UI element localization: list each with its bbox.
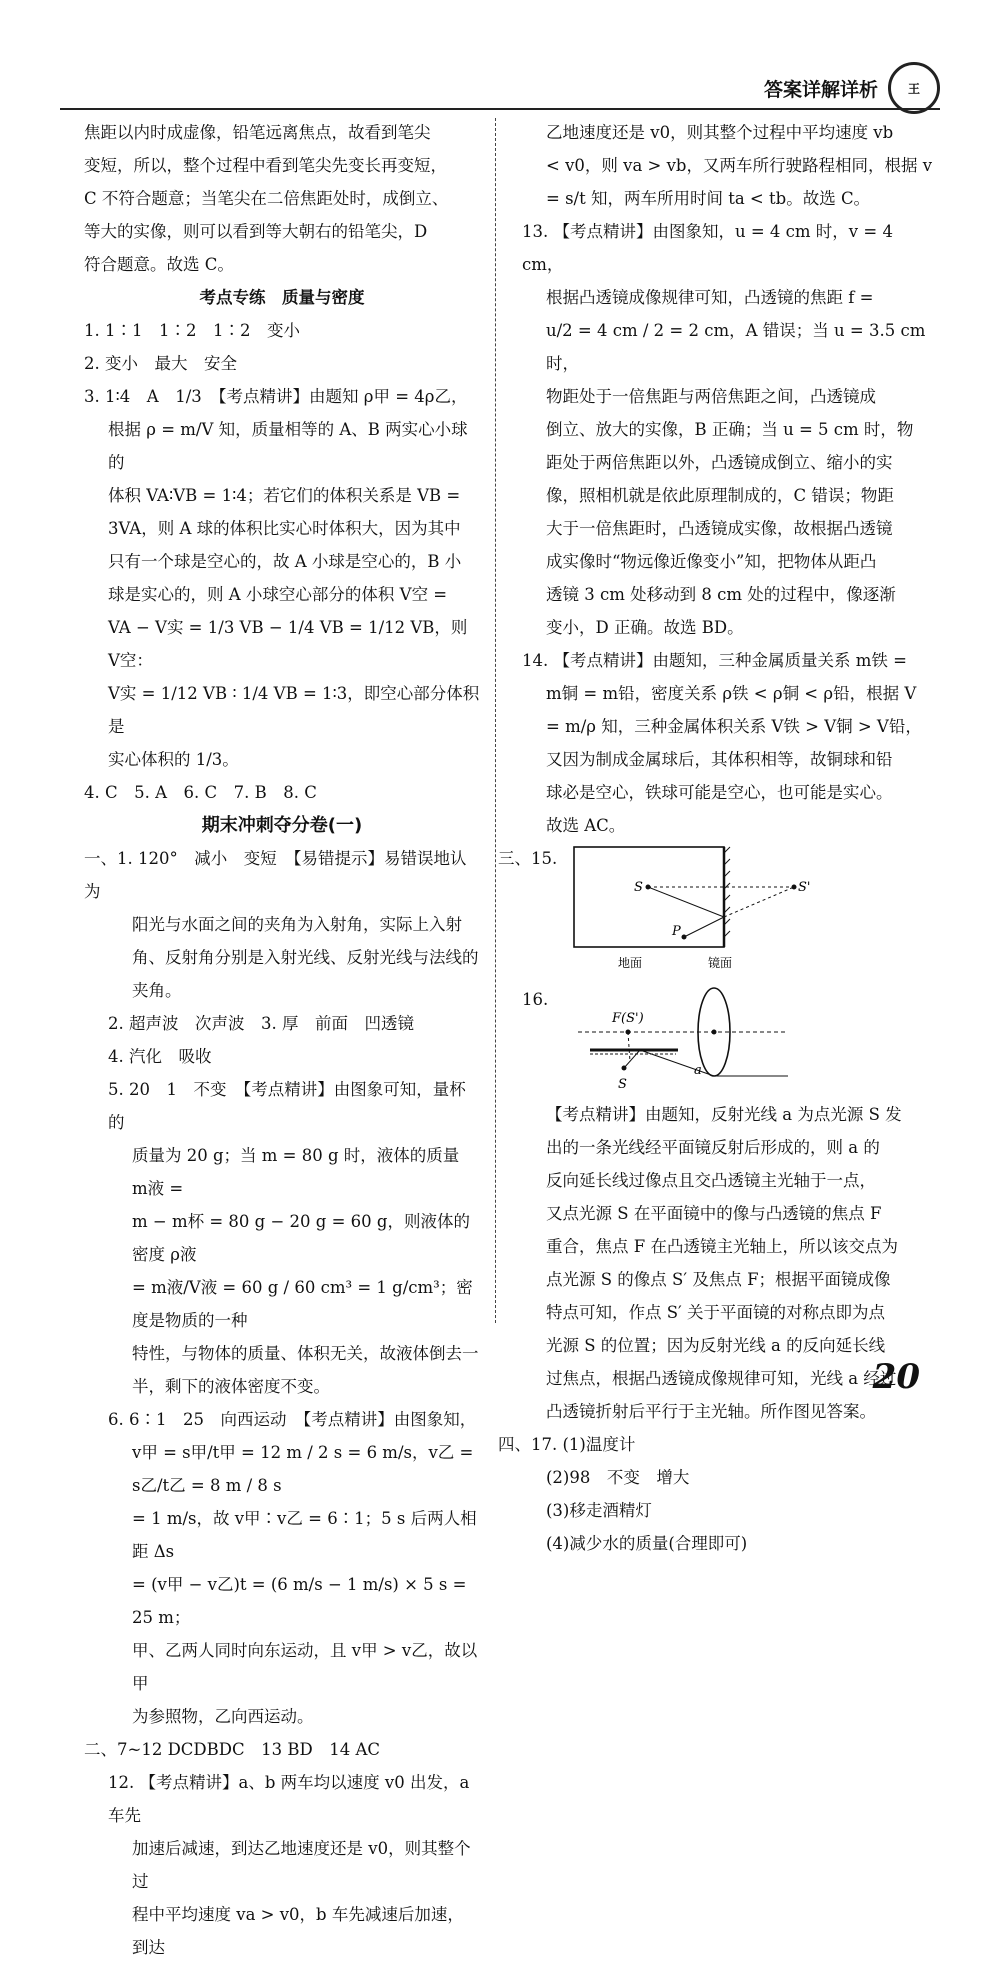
text-line: m铜 = m铅，密度关系 ρ铁 < ρ铜 < ρ铅，根据 V	[546, 684, 917, 703]
text-line: V实 = 1/12 VB ∶ 1/4 VB = 1∶3，即空心部分体积是	[108, 684, 480, 736]
text-line: 甲、乙两人同时向东运动，且 v甲 > v乙，故以甲	[132, 1641, 478, 1693]
text-line: 变短，所以，整个过程中看到笔尖先变长再变短，	[84, 156, 447, 175]
text-line: 角、反射角分别是入射光线、反射光线与法线的	[132, 948, 479, 967]
text-line: 特性，与物体的质量、体积无关，故液体倒去一	[132, 1344, 479, 1363]
text-line: 透镜 3 cm 处移动到 8 cm 处的过程中，像逐渐	[546, 585, 896, 604]
text-line: 倒立、放大的实像，B 正确；当 u = 5 cm 时，物	[546, 420, 914, 439]
text-line: 点光源 S 的像点 S′ 及焦点 F；根据平面镜成像	[546, 1270, 891, 1289]
text-line: = s/t 知，两车所用时间 ta < tb。故选 C。	[546, 189, 871, 208]
text-line: 根据 ρ = m/V 知，质量相等的 A、B 两实心小球的	[108, 420, 468, 472]
answer-line: 14. 【考点精讲】由题知，三种金属质量关系 m铁 =	[522, 651, 907, 670]
text-line: C 不符合题意；当笔尖在二倍焦距处时，成倒立、	[84, 189, 449, 208]
q16-label: 16.	[522, 990, 549, 1009]
label-a: a	[694, 1063, 702, 1078]
text-line: 反向延长线过像点且交凸透镜主光轴于一点，	[546, 1171, 876, 1190]
text-line: 重合，焦点 F 在凸透镜主光轴上，所以该交点为	[546, 1237, 898, 1256]
text-line: 又因为制成金属球后，其体积相等，故铜球和铅	[546, 750, 893, 769]
text-line: 凸透镜折射后平行于主光轴。所作图见答案。	[546, 1402, 876, 1421]
text-line: v甲 = s甲/t甲 = 12 m / 2 s = 6 m/s，v乙 = s乙/t乙 = 8 m / 8 s	[132, 1443, 474, 1495]
logo-seal: 王	[888, 62, 940, 114]
page-number: 20	[872, 1357, 920, 1397]
q15-figure	[568, 845, 811, 977]
answer-line: 5. 20 1 不变 【考点精讲】由图象可知，量杯的	[108, 1080, 466, 1132]
text-line: 球必是空心，铁球可能是空心，也可能是实心。	[546, 783, 893, 802]
text-line: = 1 m/s，故 v甲∶v乙 = 6∶1；5 s 后两人相距 Δs	[132, 1509, 477, 1561]
text-line: 【考点精讲】由题知，反射光线 a 为点光源 S 发	[546, 1105, 902, 1124]
page-header	[764, 62, 940, 114]
text-line: 像，照相机就是依此原理制成的，C 错误；物距	[546, 486, 894, 505]
answer-line: 1. 1∶1 1∶2 1∶2 变小	[84, 321, 300, 340]
answer-line: 3. 1∶4 A 1/3 【考点精讲】由题知 ρ甲 = 4ρ乙，	[84, 387, 468, 406]
answer-line: 2. 变小 最大 安全	[84, 354, 237, 373]
label-f: F(S')	[612, 1011, 644, 1026]
text-line: 大于一倍焦距时，凸透镜成实像，故根据凸透镜	[546, 519, 893, 538]
header-rule	[60, 108, 940, 110]
text-line: 特点可知，作点 S′ 关于平面镜的对称点即为点	[546, 1303, 886, 1322]
text-line: < v0，则 va > vb，又两车所行驶路程相同，根据 v	[546, 156, 933, 175]
text-line: 实心体积的 1/3。	[108, 750, 239, 769]
answer-line: 一、1. 120° 减小 变短 【易错提示】易错误地认为	[84, 849, 467, 901]
header-title: 答案详解详析	[763, 78, 878, 101]
answer-line: 二、7~12 DCDBDC 13 BD 14 AC	[84, 1740, 381, 1759]
text-line: (2)98 不变 增大	[546, 1468, 690, 1487]
label-mirror: 镜面	[708, 956, 733, 970]
text-line: 又点光源 S 在平面镜中的像与凸透镜的焦点 F	[546, 1204, 882, 1223]
label-s: S	[618, 1077, 627, 1092]
text-line: u/2 = 4 cm / 2 = 2 cm，A 错误；当 u = 3.5 cm 时，	[546, 321, 926, 373]
text-line: 体积 VA∶VB = 1∶4；若它们的体积关系是 VB =	[108, 486, 461, 505]
answer-line: 四、17. (1)温度计	[498, 1435, 636, 1454]
label-ground: 地面	[618, 956, 643, 970]
label-s-prime: S'	[798, 880, 811, 895]
text-line: 加速后减速，到达乙地速度还是 v0，则其整个过	[132, 1839, 471, 1891]
text-line: 只有一个球是空心的，故 A 小球是空心的，B 小	[108, 552, 462, 571]
text-line: = (v甲 − v乙)t = (6 m/s − 1 m/s) × 5 s = 25 m；	[132, 1575, 467, 1627]
text-line: 成实像时“物远像近像变小”知，把物体从距凸	[546, 552, 877, 571]
text-line: 夹角。	[132, 981, 182, 1000]
q16-figure	[568, 988, 808, 1098]
left-column	[84, 116, 480, 1964]
text-line: 光源 S 的位置；因为反射光线 a 的反向延长线	[546, 1336, 886, 1355]
text-line: = m/ρ 知，三种金属体积关系 V铁 > V铜 > V铅，	[546, 717, 922, 736]
text-line: 质量为 20 g；当 m = 80 g 时，液体的质量 m液 =	[132, 1146, 460, 1198]
label-s: S	[634, 880, 643, 895]
section-title: 期末冲刺夺分卷(一)	[201, 815, 363, 836]
answer-line: 4. C 5. A 6. C 7. B 8. C	[84, 783, 317, 802]
text-line: 过焦点，根据凸透镜成像规律可知，光线 a 经过	[546, 1369, 897, 1388]
text-line: 距处于两倍焦距以外，凸透镜成倒立、缩小的实	[546, 453, 893, 472]
text-line: 球是实心的，则 A 小球空心部分的体积 V空 =	[108, 585, 448, 604]
text-line: 物距处于一倍焦距与两倍焦距之间，凸透镜成	[546, 387, 876, 406]
text-line: 半，剩下的液体密度不变。	[132, 1377, 330, 1396]
text-line: (3)移走酒精灯	[546, 1501, 652, 1520]
text-line: VA − V实 = 1/3 VB − 1/4 VB = 1/12 VB，则 V空：	[108, 618, 468, 670]
text-line: 焦距以内时成虚像，铅笔远离焦点，故看到笔尖	[84, 123, 431, 142]
text-line: 根据凸透镜成像规律可知，凸透镜的焦距 f =	[546, 288, 874, 307]
answer-line: 4. 汽化 吸收	[108, 1047, 212, 1066]
answer-paragraph	[84, 116, 480, 281]
answer-line: 12. 【考点精讲】a、b 两车均以速度 v0 出发，a 车先	[108, 1773, 470, 1825]
q15-label: 三、15.	[498, 849, 558, 868]
column-divider	[495, 118, 496, 1323]
text-line: 为参照物，乙向西运动。	[132, 1707, 314, 1726]
text-line: 等大的实像，则可以看到等大朝右的铅笔尖，D	[84, 222, 428, 241]
text-line: 3VA，则 A 球的体积比实心时体积大，因为其中	[108, 519, 461, 538]
text-line: (4)减少水的质量(合理即可)	[546, 1534, 748, 1553]
section-title: 考点专练 质量与密度	[199, 288, 365, 307]
text-line: m − m杯 = 80 g − 20 g = 60 g，则液体的密度 ρ液	[132, 1212, 470, 1264]
text-line: 乙地速度还是 v0，则其整个过程中平均速度 vb	[546, 123, 894, 142]
text-line: 变小，D 正确。故选 BD。	[546, 618, 744, 637]
text-line: = m液/V液 = 60 g / 60 cm³ = 1 g/cm³；密度是物质的一种	[132, 1278, 473, 1330]
text-line: 阳光与水面之间的夹角为入射角，实际上入射	[132, 915, 462, 934]
text-line: 程中平均速度 va > v0，b 车先减速后加速，到达	[132, 1905, 464, 1957]
answer-line: 13. 【考点精讲】由图象知，u = 4 cm 时，v = 4 cm，	[522, 222, 893, 274]
text-line: 符合题意。故选 C。	[84, 255, 234, 274]
label-p: P	[672, 924, 681, 939]
right-column	[498, 116, 936, 1560]
answer-line: 2. 超声波 次声波 3. 厚 前面 凹透镜	[108, 1014, 414, 1033]
text-line: 故选 AC。	[546, 816, 626, 835]
text-line: 出的一条光线经平面镜反射后形成的，则 a 的	[546, 1138, 880, 1157]
answer-line: 6. 6∶1 25 向西运动 【考点精讲】由图象知，	[108, 1410, 477, 1429]
